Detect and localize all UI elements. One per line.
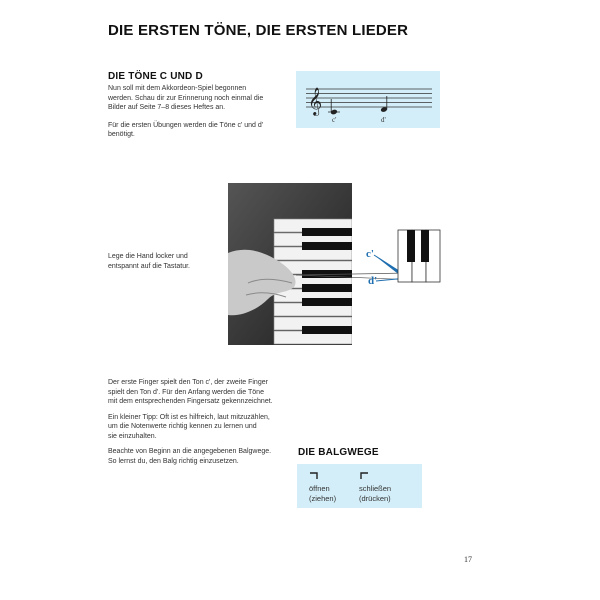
close-line1: schließen [359,484,392,493]
finger-text [108,378,308,472]
music-staff [296,71,440,128]
caption-line: Lege die Hand locker und [108,253,188,260]
intro-line: Bilder auf Seite 7–8 dieses Heftes an. [108,104,226,111]
para-line: sie einzuhalten. [108,432,157,440]
para-line: um die Notenwerte richtig kennen zu lernen und [108,423,257,430]
balgwege-box [297,464,422,508]
exercise-line: benötigt. [108,131,135,138]
balgwege-heading: DIE BALGWEGE [298,447,379,458]
staff-box [296,71,440,128]
hand-caption [108,252,223,271]
intro-line: werden. Schau dir zur Erinnerung noch einmal die [108,94,264,102]
section-heading-c-d: DIE TÖNE C UND D [108,71,203,82]
keyboard-diagram [290,225,490,305]
treble-clef-icon: 𝄞 [308,87,323,115]
close-line2: (drücken) [359,494,391,503]
black-key [407,230,415,262]
intro-line: Nun soll mit dem Akkordeon-Spiel begonnen [108,85,247,92]
para-line: So lernst du, den Balg richtig einzusetzen. [108,457,239,465]
para-line: Ein kleiner Tipp: Oft ist es hilfreich, laut mitzuzählen, [108,413,270,421]
para-line: spielt den Ton d'. Für den Anfang werden die Töne [108,388,264,396]
bellows-open-icon [309,472,319,480]
para-line: Der erste Finger spielt den Ton c', der zweite Finger [108,379,268,386]
key-label-d: d' [368,275,378,287]
key-label-c: c' [366,248,374,260]
exercise-line: Für die ersten Übungen werden die Töne c' und d' [108,121,264,129]
page-number: 17 [464,555,472,564]
staff-label-d: d' [381,116,386,124]
staff-label-c: c' [332,116,337,124]
bellows-close-label [359,484,391,504]
open-line2: (ziehen) [309,494,337,503]
caption-line: entspannt auf die Tastatur. [108,262,190,270]
page-title: DIE ERSTEN TÖNE, DIE ERSTEN LIEDER [108,22,409,39]
intro-text [108,84,288,146]
black-key [421,230,429,262]
para-line: Beachte von Beginn an die angegebenen Balgwege. [108,448,272,455]
bellows-open-label [309,484,336,504]
open-line1: öffnen [309,484,330,493]
para-line: mit dem entsprechenden Fingersatz gekennzeichnet. [108,398,273,405]
bellows-close-icon [359,472,369,480]
